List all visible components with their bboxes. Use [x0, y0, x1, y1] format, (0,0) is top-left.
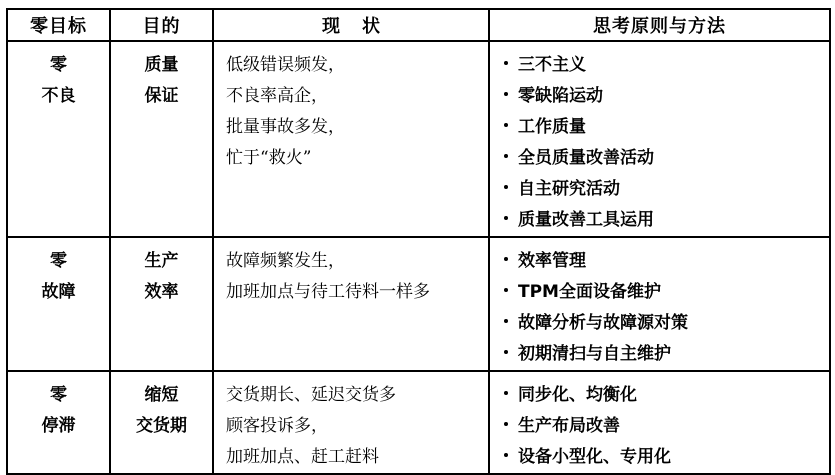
methods-cell: [489, 371, 830, 474]
status-line: 交货期长、延迟交货多: [226, 385, 396, 405]
status-cell: [213, 41, 489, 237]
purpose-cell: [110, 371, 213, 474]
bullet-icon: [504, 391, 508, 395]
method-item: 生产布局改善: [504, 411, 829, 442]
bullet-icon: [504, 319, 508, 323]
method-item: 初期清扫与自主维护: [504, 339, 829, 370]
purpose-line: 质量: [144, 55, 179, 75]
bullet-icon: [504, 288, 508, 292]
table-row: [7, 237, 830, 371]
goal-line: 零: [50, 55, 67, 75]
header-purpose: 目的: [110, 9, 213, 41]
status-line: 加班加点、赶工赶料: [226, 447, 379, 467]
method-item: 零缺陷运动: [504, 81, 829, 112]
bullet-icon: [504, 123, 508, 127]
status-line: 顾客投诉多，: [226, 416, 328, 436]
bullet-icon: [504, 185, 508, 189]
method-item: 自主研究活动: [504, 174, 829, 205]
method-item: 效率管理: [504, 246, 829, 277]
status-cell: [213, 237, 489, 371]
purpose-line: 交货期: [136, 416, 187, 436]
goal-line: 故障: [41, 282, 76, 302]
bullet-icon: [504, 154, 508, 158]
zero-goals-table: [6, 8, 831, 475]
goal-line: 零: [50, 251, 67, 271]
method-item: 质量改善工具运用: [504, 205, 829, 236]
method-item: 工作质量: [504, 112, 829, 143]
purpose-cell: [110, 41, 213, 237]
table-row: [7, 371, 830, 474]
method-item: 全员质量改善活动: [504, 143, 829, 174]
methods-cell: [489, 41, 830, 237]
header-row: [7, 9, 830, 41]
goal-line: 不良: [41, 86, 76, 106]
goal-cell: [7, 41, 110, 237]
status-line: 加班加点与待工待料一样多: [226, 282, 430, 302]
method-item: 三不主义: [504, 50, 829, 81]
header-zero-goal: 零目标: [7, 9, 110, 41]
bullet-icon: [504, 61, 508, 65]
status-line: 故障频繁发生，: [226, 251, 345, 271]
status-line: 不良率高企，: [226, 86, 328, 106]
bullet-icon: [504, 92, 508, 96]
goal-cell: [7, 371, 110, 474]
bullet-icon: [504, 216, 508, 220]
purpose-line: 缩短: [144, 385, 179, 405]
status-line: 忙于“救火”: [226, 148, 312, 168]
purpose-line: 生产: [144, 251, 179, 271]
method-item: 故障分析与故障源对策: [504, 308, 829, 339]
bullet-icon: [504, 350, 508, 354]
status-cell: [213, 371, 489, 474]
purpose-line: 保证: [144, 86, 179, 106]
method-item: 设备小型化、专用化: [504, 442, 829, 473]
goal-cell: [7, 237, 110, 371]
goal-line: 零: [50, 385, 67, 405]
header-status: 现状: [213, 9, 489, 41]
status-line: 低级错误频发，: [226, 55, 345, 75]
purpose-cell: [110, 237, 213, 371]
method-item: TPM全面设备维护: [504, 277, 829, 308]
method-item: 同步化、均衡化: [504, 380, 829, 411]
goal-line: 停滞: [41, 416, 76, 436]
bullet-icon: [504, 257, 508, 261]
purpose-line: 效率: [144, 282, 179, 302]
methods-cell: [489, 237, 830, 371]
bullet-icon: [504, 422, 508, 426]
table-row: [7, 41, 830, 237]
header-methods: 思考原则与方法: [489, 9, 830, 41]
status-line: 批量事故多发，: [226, 117, 345, 137]
